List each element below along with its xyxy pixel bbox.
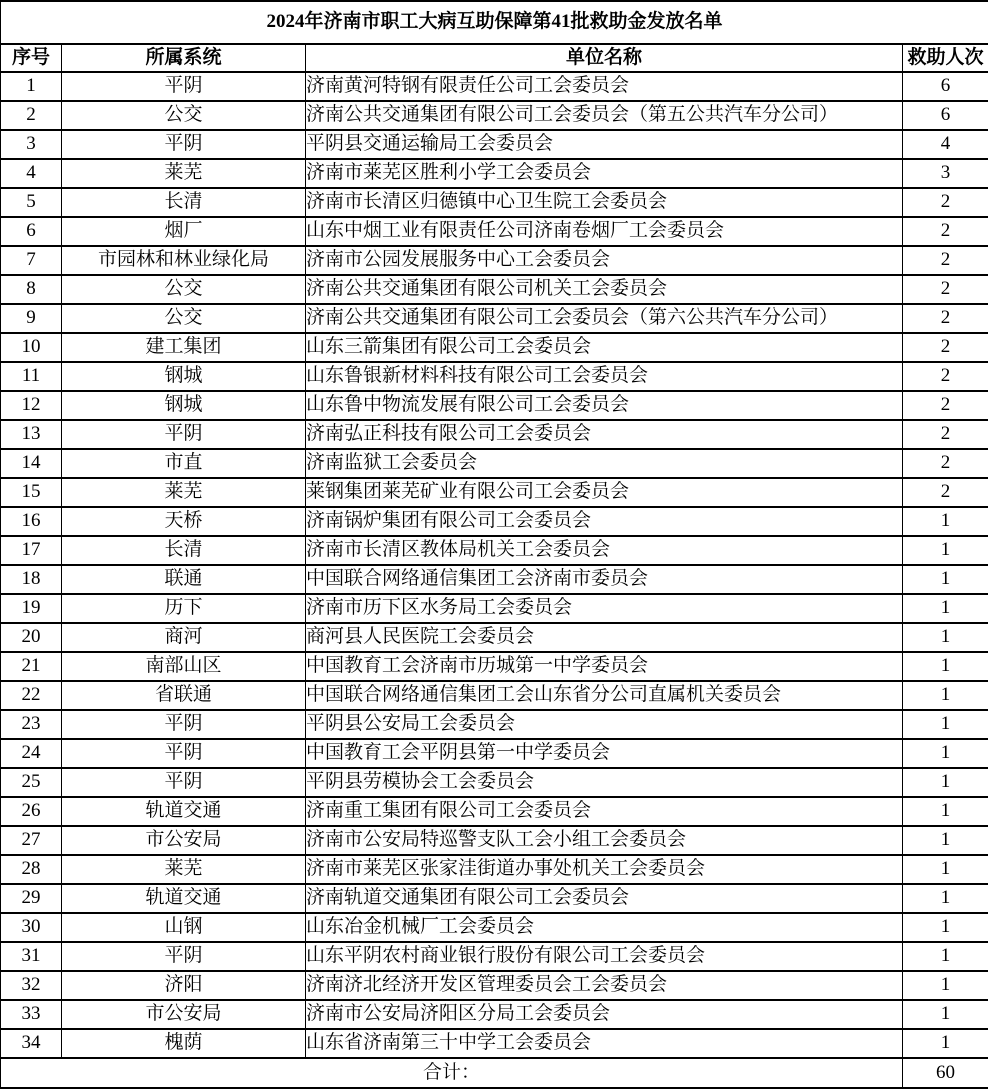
row-unit-name: 山东中烟工业有限责任公司济南卷烟厂工会委员会 [306,217,903,246]
table-row [1,681,988,710]
row-aid-count: 1 [903,913,988,942]
table-row [1,623,988,652]
row-unit-name: 中国联合网络通信集团工会济南市委员会 [306,565,903,594]
row-unit-name: 济南市公园发展服务中心工会委员会 [306,246,903,275]
row-aid-count: 2 [903,304,988,333]
row-unit-name: 中国教育工会平阴县第一中学委员会 [306,739,903,768]
table-row [1,420,988,449]
table-row [1,797,988,826]
table-row [1,1029,988,1058]
row-unit-name: 济南锅炉集团有限公司工会委员会 [306,507,903,536]
row-system: 建工集团 [62,333,306,362]
table-row [1,855,988,884]
column-header-unit-name: 单位名称 [306,44,903,72]
row-aid-count: 2 [903,391,988,420]
row-unit-name: 山东三箭集团有限公司工会委员会 [306,333,903,362]
row-index: 26 [1,797,62,826]
row-unit-name: 济南市长清区教体局机关工会委员会 [306,536,903,565]
row-index: 33 [1,1000,62,1029]
row-aid-count: 1 [903,1000,988,1029]
row-system: 平阴 [62,72,306,101]
row-index: 10 [1,333,62,362]
row-unit-name: 济南轨道交通集团有限公司工会委员会 [306,884,903,913]
row-unit-name: 商河县人民医院工会委员会 [306,623,903,652]
row-system: 市公安局 [62,826,306,855]
row-index: 4 [1,159,62,188]
row-aid-count: 6 [903,72,988,101]
row-index: 14 [1,449,62,478]
row-index: 5 [1,188,62,217]
header-row [1,44,988,72]
row-aid-count: 1 [903,652,988,681]
row-unit-name: 中国教育工会济南市历城第一中学委员会 [306,652,903,681]
row-unit-name: 济南市公安局特巡警支队工会小组工会委员会 [306,826,903,855]
table-row [1,507,988,536]
row-unit-name: 平阴县交通运输局工会委员会 [306,130,903,159]
row-system: 南部山区 [62,652,306,681]
row-aid-count: 1 [903,971,988,1000]
row-unit-name: 济南公共交通集团有限公司工会委员会（第六公共汽车分公司） [306,304,903,333]
row-system: 公交 [62,275,306,304]
row-system: 平阴 [62,710,306,739]
total-label: 合计： [1,1058,903,1088]
table-row [1,449,988,478]
row-index: 6 [1,217,62,246]
row-unit-name: 济南公共交通集团有限公司工会委员会（第五公共汽车分公司） [306,101,903,130]
table-row [1,72,988,101]
row-index: 28 [1,855,62,884]
row-aid-count: 1 [903,681,988,710]
row-aid-count: 2 [903,449,988,478]
row-unit-name: 莱钢集团莱芜矿业有限公司工会委员会 [306,478,903,507]
row-index: 3 [1,130,62,159]
row-system: 省联通 [62,681,306,710]
row-system: 商河 [62,623,306,652]
row-system: 天桥 [62,507,306,536]
row-system: 平阴 [62,739,306,768]
row-unit-name: 济南市公安局济阳区分局工会委员会 [306,1000,903,1029]
row-system: 市直 [62,449,306,478]
row-aid-count: 1 [903,739,988,768]
row-unit-name: 平阴县公安局工会委员会 [306,710,903,739]
table-body [1,72,988,1058]
row-aid-count: 2 [903,275,988,304]
row-unit-name: 济南市历下区水务局工会委员会 [306,594,903,623]
row-unit-name: 平阴县劳模协会工会委员会 [306,768,903,797]
table-row [1,275,988,304]
row-system: 莱芜 [62,159,306,188]
row-aid-count: 1 [903,1029,988,1058]
row-index: 8 [1,275,62,304]
row-system: 公交 [62,304,306,333]
row-aid-count: 1 [903,565,988,594]
row-system: 烟厂 [62,217,306,246]
table-row [1,130,988,159]
row-unit-name: 山东冶金机械厂工会委员会 [306,913,903,942]
row-index: 23 [1,710,62,739]
row-aid-count: 2 [903,333,988,362]
table-row [1,217,988,246]
row-aid-count: 3 [903,159,988,188]
row-index: 16 [1,507,62,536]
table-row [1,652,988,681]
table-row [1,884,988,913]
row-system: 轨道交通 [62,884,306,913]
row-aid-count: 1 [903,536,988,565]
row-index: 34 [1,1029,62,1058]
row-aid-count: 1 [903,884,988,913]
table-row [1,1000,988,1029]
row-index: 30 [1,913,62,942]
row-system: 山钢 [62,913,306,942]
row-unit-name: 济南黄河特钢有限责任公司工会委员会 [306,72,903,101]
row-unit-name: 济南监狱工会委员会 [306,449,903,478]
table-row [1,594,988,623]
total-row [1,1058,988,1088]
row-index: 15 [1,478,62,507]
row-system: 莱芜 [62,855,306,884]
row-unit-name: 山东鲁银新材料科技有限公司工会委员会 [306,362,903,391]
row-index: 1 [1,72,62,101]
table-row [1,942,988,971]
table-row [1,826,988,855]
row-unit-name: 济南济北经济开发区管理委员会工会委员会 [306,971,903,1000]
table-row [1,536,988,565]
row-index: 12 [1,391,62,420]
row-unit-name: 济南市莱芜区胜利小学工会委员会 [306,159,903,188]
row-index: 32 [1,971,62,1000]
row-aid-count: 1 [903,768,988,797]
row-unit-name: 济南市长清区归德镇中心卫生院工会委员会 [306,188,903,217]
row-index: 18 [1,565,62,594]
table-row [1,478,988,507]
table-row [1,565,988,594]
title-row [1,1,988,44]
table-row [1,710,988,739]
row-index: 11 [1,362,62,391]
row-system: 平阴 [62,768,306,797]
row-index: 22 [1,681,62,710]
row-system: 平阴 [62,130,306,159]
row-aid-count: 2 [903,362,988,391]
row-aid-count: 2 [903,420,988,449]
row-aid-count: 2 [903,217,988,246]
table-row [1,188,988,217]
table-row [1,304,988,333]
table-row [1,159,988,188]
row-system: 市园林和林业绿化局 [62,246,306,275]
row-aid-count: 1 [903,710,988,739]
row-aid-count: 1 [903,797,988,826]
row-aid-count: 1 [903,942,988,971]
total-value: 60 [903,1058,988,1088]
table-row [1,333,988,362]
row-index: 19 [1,594,62,623]
row-aid-count: 2 [903,478,988,507]
table-row [1,971,988,1000]
row-index: 27 [1,826,62,855]
row-aid-count: 1 [903,623,988,652]
row-unit-name: 中国联合网络通信集团工会山东省分公司直属机关委员会 [306,681,903,710]
table-row [1,768,988,797]
row-system: 平阴 [62,420,306,449]
row-index: 17 [1,536,62,565]
row-aid-count: 1 [903,826,988,855]
row-index: 9 [1,304,62,333]
row-index: 25 [1,768,62,797]
row-index: 24 [1,739,62,768]
column-header-system: 所属系统 [62,44,306,72]
row-aid-count: 1 [903,507,988,536]
row-system: 平阴 [62,942,306,971]
row-system: 轨道交通 [62,797,306,826]
row-index: 7 [1,246,62,275]
row-system: 长清 [62,536,306,565]
row-system: 济阳 [62,971,306,1000]
row-index: 2 [1,101,62,130]
table-row [1,739,988,768]
row-system: 莱芜 [62,478,306,507]
table-row [1,913,988,942]
page-title: 2024年济南市职工大病互助保障第41批救助金发放名单 [1,1,988,44]
row-system: 联通 [62,565,306,594]
row-index: 31 [1,942,62,971]
row-index: 29 [1,884,62,913]
row-unit-name: 济南公共交通集团有限公司机关工会委员会 [306,275,903,304]
row-index: 20 [1,623,62,652]
row-system: 市公安局 [62,1000,306,1029]
row-system: 钢城 [62,391,306,420]
row-unit-name: 济南重工集团有限公司工会委员会 [306,797,903,826]
row-aid-count: 2 [903,246,988,275]
row-unit-name: 山东平阴农村商业银行股份有限公司工会委员会 [306,942,903,971]
table-row [1,101,988,130]
table-row [1,246,988,275]
row-system: 钢城 [62,362,306,391]
row-index: 13 [1,420,62,449]
table-row [1,362,988,391]
column-header-aid-count: 救助人次 [903,44,988,72]
row-index: 21 [1,652,62,681]
column-header-index: 序号 [1,44,62,72]
row-aid-count: 1 [903,855,988,884]
row-unit-name: 山东省济南第三十中学工会委员会 [306,1029,903,1058]
row-aid-count: 4 [903,130,988,159]
row-aid-count: 1 [903,594,988,623]
row-system: 公交 [62,101,306,130]
row-aid-count: 2 [903,188,988,217]
row-aid-count: 6 [903,101,988,130]
row-unit-name: 济南弘正科技有限公司工会委员会 [306,420,903,449]
row-system: 槐荫 [62,1029,306,1058]
row-unit-name: 济南市莱芜区张家洼街道办事处机关工会委员会 [306,855,903,884]
row-system: 历下 [62,594,306,623]
row-system: 长清 [62,188,306,217]
row-unit-name: 山东鲁中物流发展有限公司工会委员会 [306,391,903,420]
table-row [1,391,988,420]
